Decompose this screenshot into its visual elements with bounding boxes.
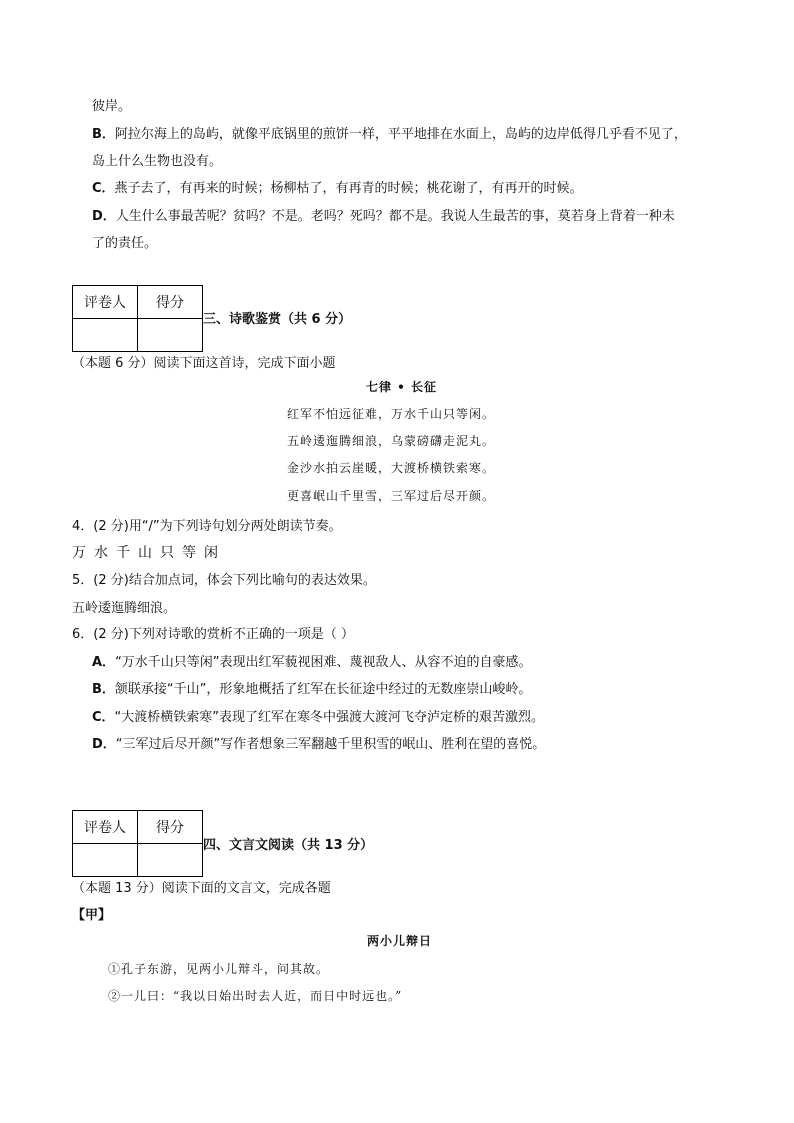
option-c [92,177,583,196]
score-label: 得分 [138,286,203,319]
score-box-section3 [72,285,203,352]
grader-label: 评卷人 [73,811,138,844]
jia-label: 【甲】 [72,908,112,923]
grader-cell[interactable] [73,844,138,877]
poem-title: 七律 • 长征 [366,380,438,394]
classical-para-2: ②一儿曰：“我以日始出时去人近，而日中时远也。” [108,989,403,1003]
question-5: 5．(2 分)结合加点词，体会下列比喻句的表达效果。 [72,573,376,588]
option-d-text-line2: 了的责任。 [92,236,158,251]
option-a-tail: 彼岸。 [92,99,132,114]
option-c-label: C． [92,181,115,196]
grader-label: 评卷人 [73,286,138,319]
option-b [92,123,687,142]
q6-option-c-label: C． [92,710,115,725]
q6-option-c-text: “大渡桥横铁索寒”表现了红军在寒冬中强渡大渡河飞夺泸定桥的艰苦激烈。 [114,710,545,725]
question-4: 4．(2 分)用“/”为下列诗句划分两处朗读节奏。 [72,519,342,534]
score-cell[interactable] [138,319,203,352]
option-b-label: B． [92,127,115,142]
q6-option-d-label: D． [92,737,116,752]
q6-option-a-label: A． [92,655,116,670]
option-d [92,205,675,224]
score-box-section4 [72,810,203,877]
grader-cell[interactable] [73,319,138,352]
section3-heading: 三、诗歌鉴赏（共 6 分） [203,312,352,327]
option-b-text-line1: 阿拉尔海上的岛屿，就像平底锅里的煎饼一样，平平地排在水面上，岛屿的边岸低得几乎看不见了， [114,127,687,142]
poem-line-1: 红军不怕远征难，万水千山只等闲。 [287,407,496,421]
q6-option-a [92,651,532,670]
q6-option-b [92,678,531,697]
question-6: 6．(2 分)下列对诗歌的赏析不正确的一项是（ ） [72,627,354,642]
poem-line-2: 五岭逶迤腾细浪，乌蒙磅礴走泥丸。 [287,434,496,448]
score-label: 得分 [138,811,203,844]
option-d-label: D． [92,209,116,224]
q6-option-d-text: “三军过后尽开颜”写作者想象三军翻越千里积雪的岷山、胜利在望的喜悦。 [115,737,546,752]
poem-line-4: 更喜岷山千里雪，三军过后尽开颜。 [287,489,496,503]
option-b-text-line2: 岛上什么生物也没有。 [92,154,223,169]
option-d-text-line1: 人生什么事最苦呢？贫吗？不是。老吗？死吗？都不是。我说人生最苦的事，莫若身上背着一种未 [115,209,675,224]
classical-para-1: ①孔子东游，见两小儿辩斗，问其故。 [108,962,330,976]
q6-option-b-text: 颔联承接“千山”，形象地概括了红军在长征途中经过的无数座崇山峻岭。 [114,682,532,697]
q6-option-b-label: B． [92,682,115,697]
section4-intro: （本题 13 分）阅读下面的文言文，完成各题 [72,881,331,896]
option-c-text: 燕子去了，有再来的时候；杨柳枯了，有再青的时候；桃花谢了，有再开的时候。 [114,181,583,196]
poem-line-3: 金沙水拍云崖暖，大渡桥横铁索寒。 [287,461,496,475]
q6-option-d [92,733,545,752]
section4-heading: 四、文言文阅读（共 13 分） [203,838,374,853]
score-cell[interactable] [138,844,203,877]
q6-option-a-text: “万水千山只等闲”表现出红军藐视困难、蔑视敌人、从容不迫的自豪感。 [115,655,532,670]
question-5-line: 五岭逶迤腾细浪。 [72,601,177,616]
q6-option-c [92,706,544,725]
question-4-line: 万水千山只等闲 [72,545,226,561]
classical-text-title: 两小儿辩日 [367,934,433,948]
section3-intro: （本题 6 分）阅读下面这首诗，完成下面小题 [72,356,336,371]
